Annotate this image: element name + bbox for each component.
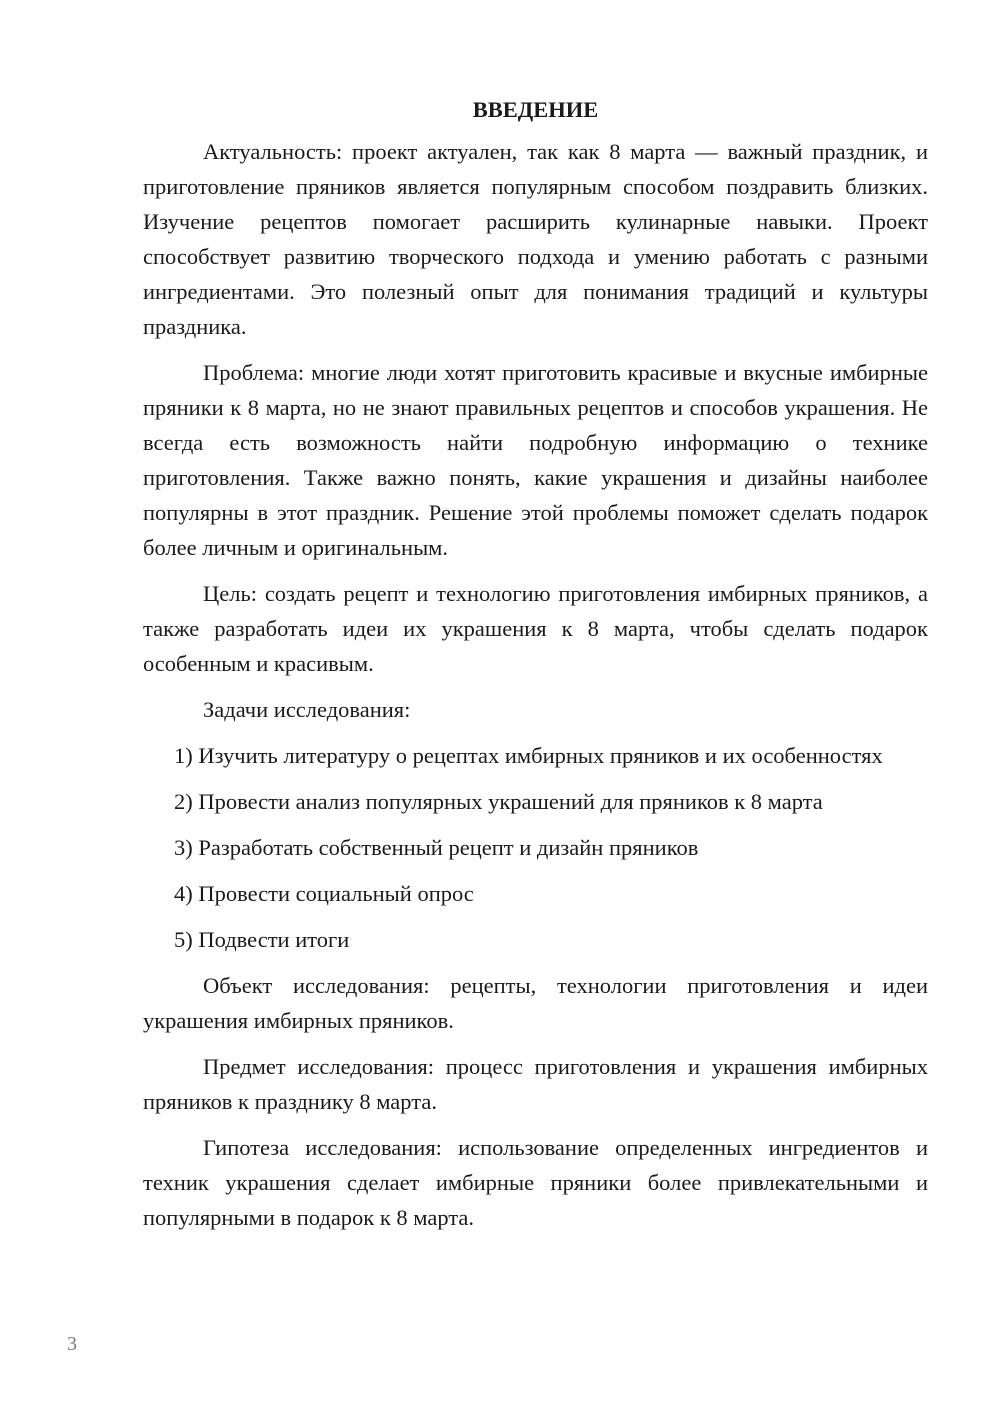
page-content bbox=[143, 92, 928, 1246]
page-number-text: 3 bbox=[67, 1333, 77, 1355]
task-item: 1) Изучить литературу о рецептах имбирных пряников и их особенностях bbox=[174, 743, 883, 768]
page-number bbox=[67, 1333, 1000, 1356]
task-item: 4) Провести социальный опрос bbox=[174, 881, 474, 906]
section-title: ВВЕДЕНИЕ bbox=[472, 97, 599, 122]
task-item: 5) Подвести итоги bbox=[174, 927, 350, 952]
object-paragraph: Объект исследования: рецепты, технологии приготовления и идеи украшения имбирных пряников. bbox=[143, 973, 928, 1033]
tasks-heading: Задачи исследования: bbox=[203, 697, 411, 722]
task-item: 2) Провести анализ популярных украшений для пряников к 8 марта bbox=[174, 789, 823, 814]
hypothesis-paragraph: Гипотеза исследования: использование определенных ингредиентов и техник украшения сделает имбирные пряники более привлекательными и популярными в подарок к 8 марта. bbox=[143, 1135, 928, 1230]
task-item: 3) Разработать собственный рецепт и дизайн пряников bbox=[174, 835, 699, 860]
subject-paragraph: Предмет исследования: процесс приготовления и украшения имбирных пряников к празднику 8 марта. bbox=[143, 1054, 928, 1114]
problem-paragraph: Проблема: многие люди хотят приготовить красивые и вкусные имбирные пряники к 8 марта, но не знают правильных рецептов и способов украшения. Не всегда есть возможность найти подробную информацию о технике приготовления. Также важно понять, какие украшения и дизайны наиболее популярны в этот праздник. Решение этой проблемы поможет сделать подарок более личным и оригинальным. bbox=[143, 360, 928, 560]
relevance-paragraph: Актуальность: проект актуален, так как 8 марта — важный праздник, и приготовление пряников является популярным способом поздравить близких. Изучение рецептов помогает расширить кулинарные навыки. Проект способствует развитию творческого подхода и умению работать с разными ингредиентами. Это полезный опыт для понимания традиций и культуры праздника. bbox=[143, 139, 928, 339]
goal-paragraph: Цель: создать рецепт и технологию приготовления имбирных пряников, а также разработать идеи их украшения к 8 марта, чтобы сделать подарок особенным и красивым. bbox=[143, 581, 928, 676]
